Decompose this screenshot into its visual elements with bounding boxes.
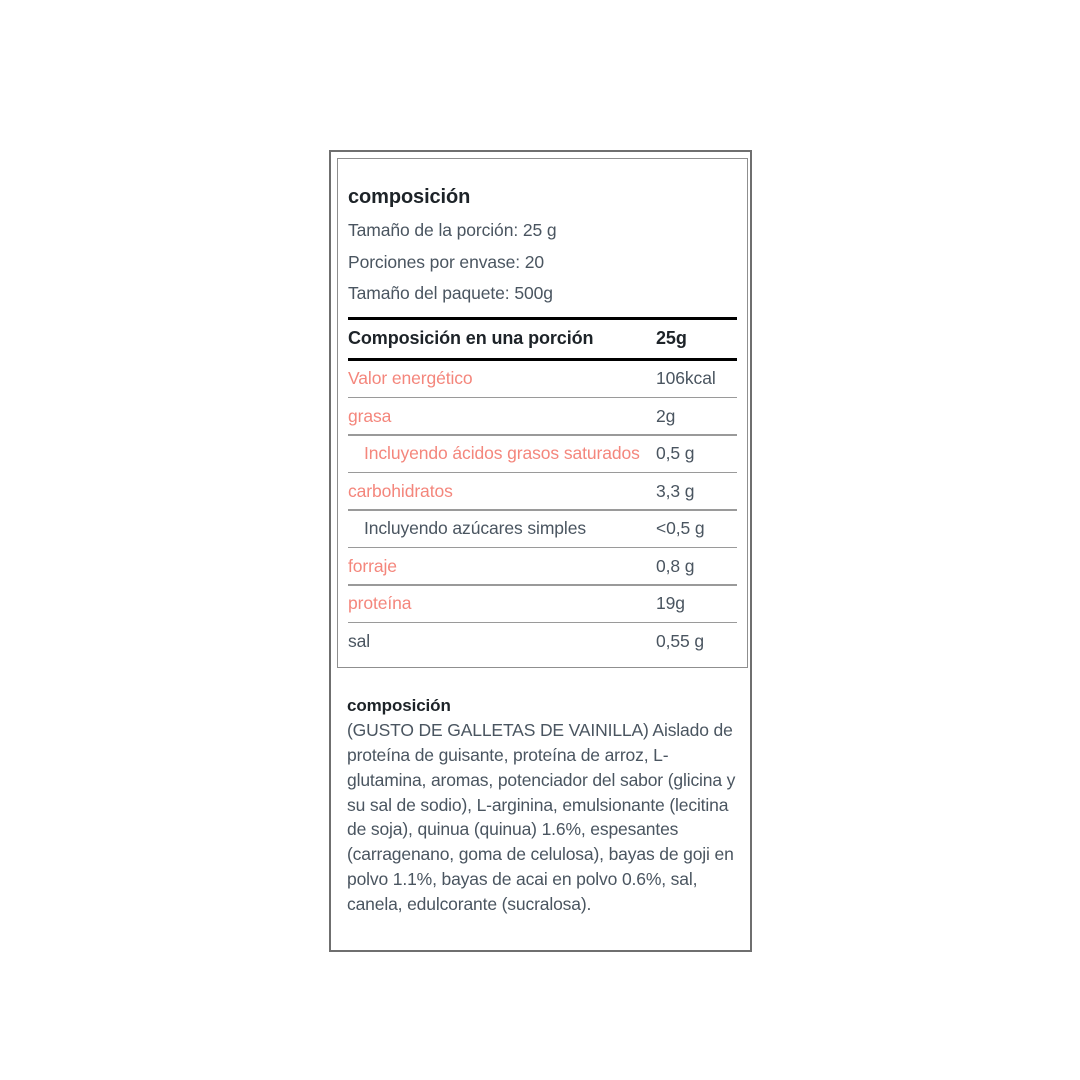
table-row: [348, 623, 737, 659]
serving-size-line: Tamaño de la porción: 25 g: [348, 220, 557, 240]
ingredients-title: composición: [347, 696, 451, 715]
panel-inner: [337, 158, 744, 944]
package-size-line: Tamaño del paquete: 500g: [348, 283, 553, 303]
table-header-label: Composición en una porción: [348, 327, 594, 348]
table-row: [348, 548, 737, 584]
nutrient-label: carbohidratos: [348, 480, 453, 501]
nutrient-value: 2g: [656, 405, 676, 426]
nutrient-label: sal: [348, 630, 371, 651]
nutrient-label: Incluyendo ácidos grasos saturados: [364, 443, 640, 464]
nutrition-facts-box: [337, 158, 748, 668]
table-row: [348, 436, 737, 472]
nutrient-value: 0,5 g: [656, 443, 695, 464]
nutrient-label: Incluyendo azúcares simples: [364, 518, 586, 539]
table-row: [348, 473, 737, 509]
nutrient-label: forraje: [348, 555, 397, 576]
table-row: [348, 361, 737, 397]
serving-info-group: [348, 215, 737, 310]
nutrition-label-panel: [329, 150, 752, 952]
ingredients-section: [347, 696, 747, 917]
table-header-value: 25g: [656, 327, 687, 348]
nutrient-value: 0,8 g: [656, 555, 695, 576]
table-bottom-spacer: [348, 659, 737, 667]
nutrient-value: 19g: [656, 593, 685, 614]
nutrient-value: 3,3 g: [656, 480, 695, 501]
nutrient-value: 106kcal: [656, 368, 716, 389]
table-row: [348, 586, 737, 622]
table-row: [348, 511, 737, 547]
ingredients-text: (GUSTO DE GALLETAS DE VAINILLA) Aislado de proteína de guisante, proteína de arroz, L-glutamina, aromas, potenciador del sabor (glicina y su sal de sodio), L-arginina, emulsionante (lecitina de soja), quinua (quinua) 1.6%, espesantes (carragenano, goma de celulosa), bayas de goji en polvo 1.1%, bayas de acai en polvo 0.6%, sal, canela, edulcorante (sucralosa).: [347, 720, 736, 914]
table-header-row: [348, 320, 737, 358]
nutrient-label: Valor energético: [348, 368, 473, 389]
nutrient-value: <0,5 g: [656, 518, 705, 539]
nutrient-value: 0,55 g: [656, 630, 705, 651]
nutrient-label: proteína: [348, 593, 412, 614]
nutrient-label: grasa: [348, 405, 392, 426]
table-row: [348, 398, 737, 434]
page-title: composición: [348, 186, 471, 208]
servings-per-container-line: Porciones por envase: 20: [348, 251, 545, 272]
